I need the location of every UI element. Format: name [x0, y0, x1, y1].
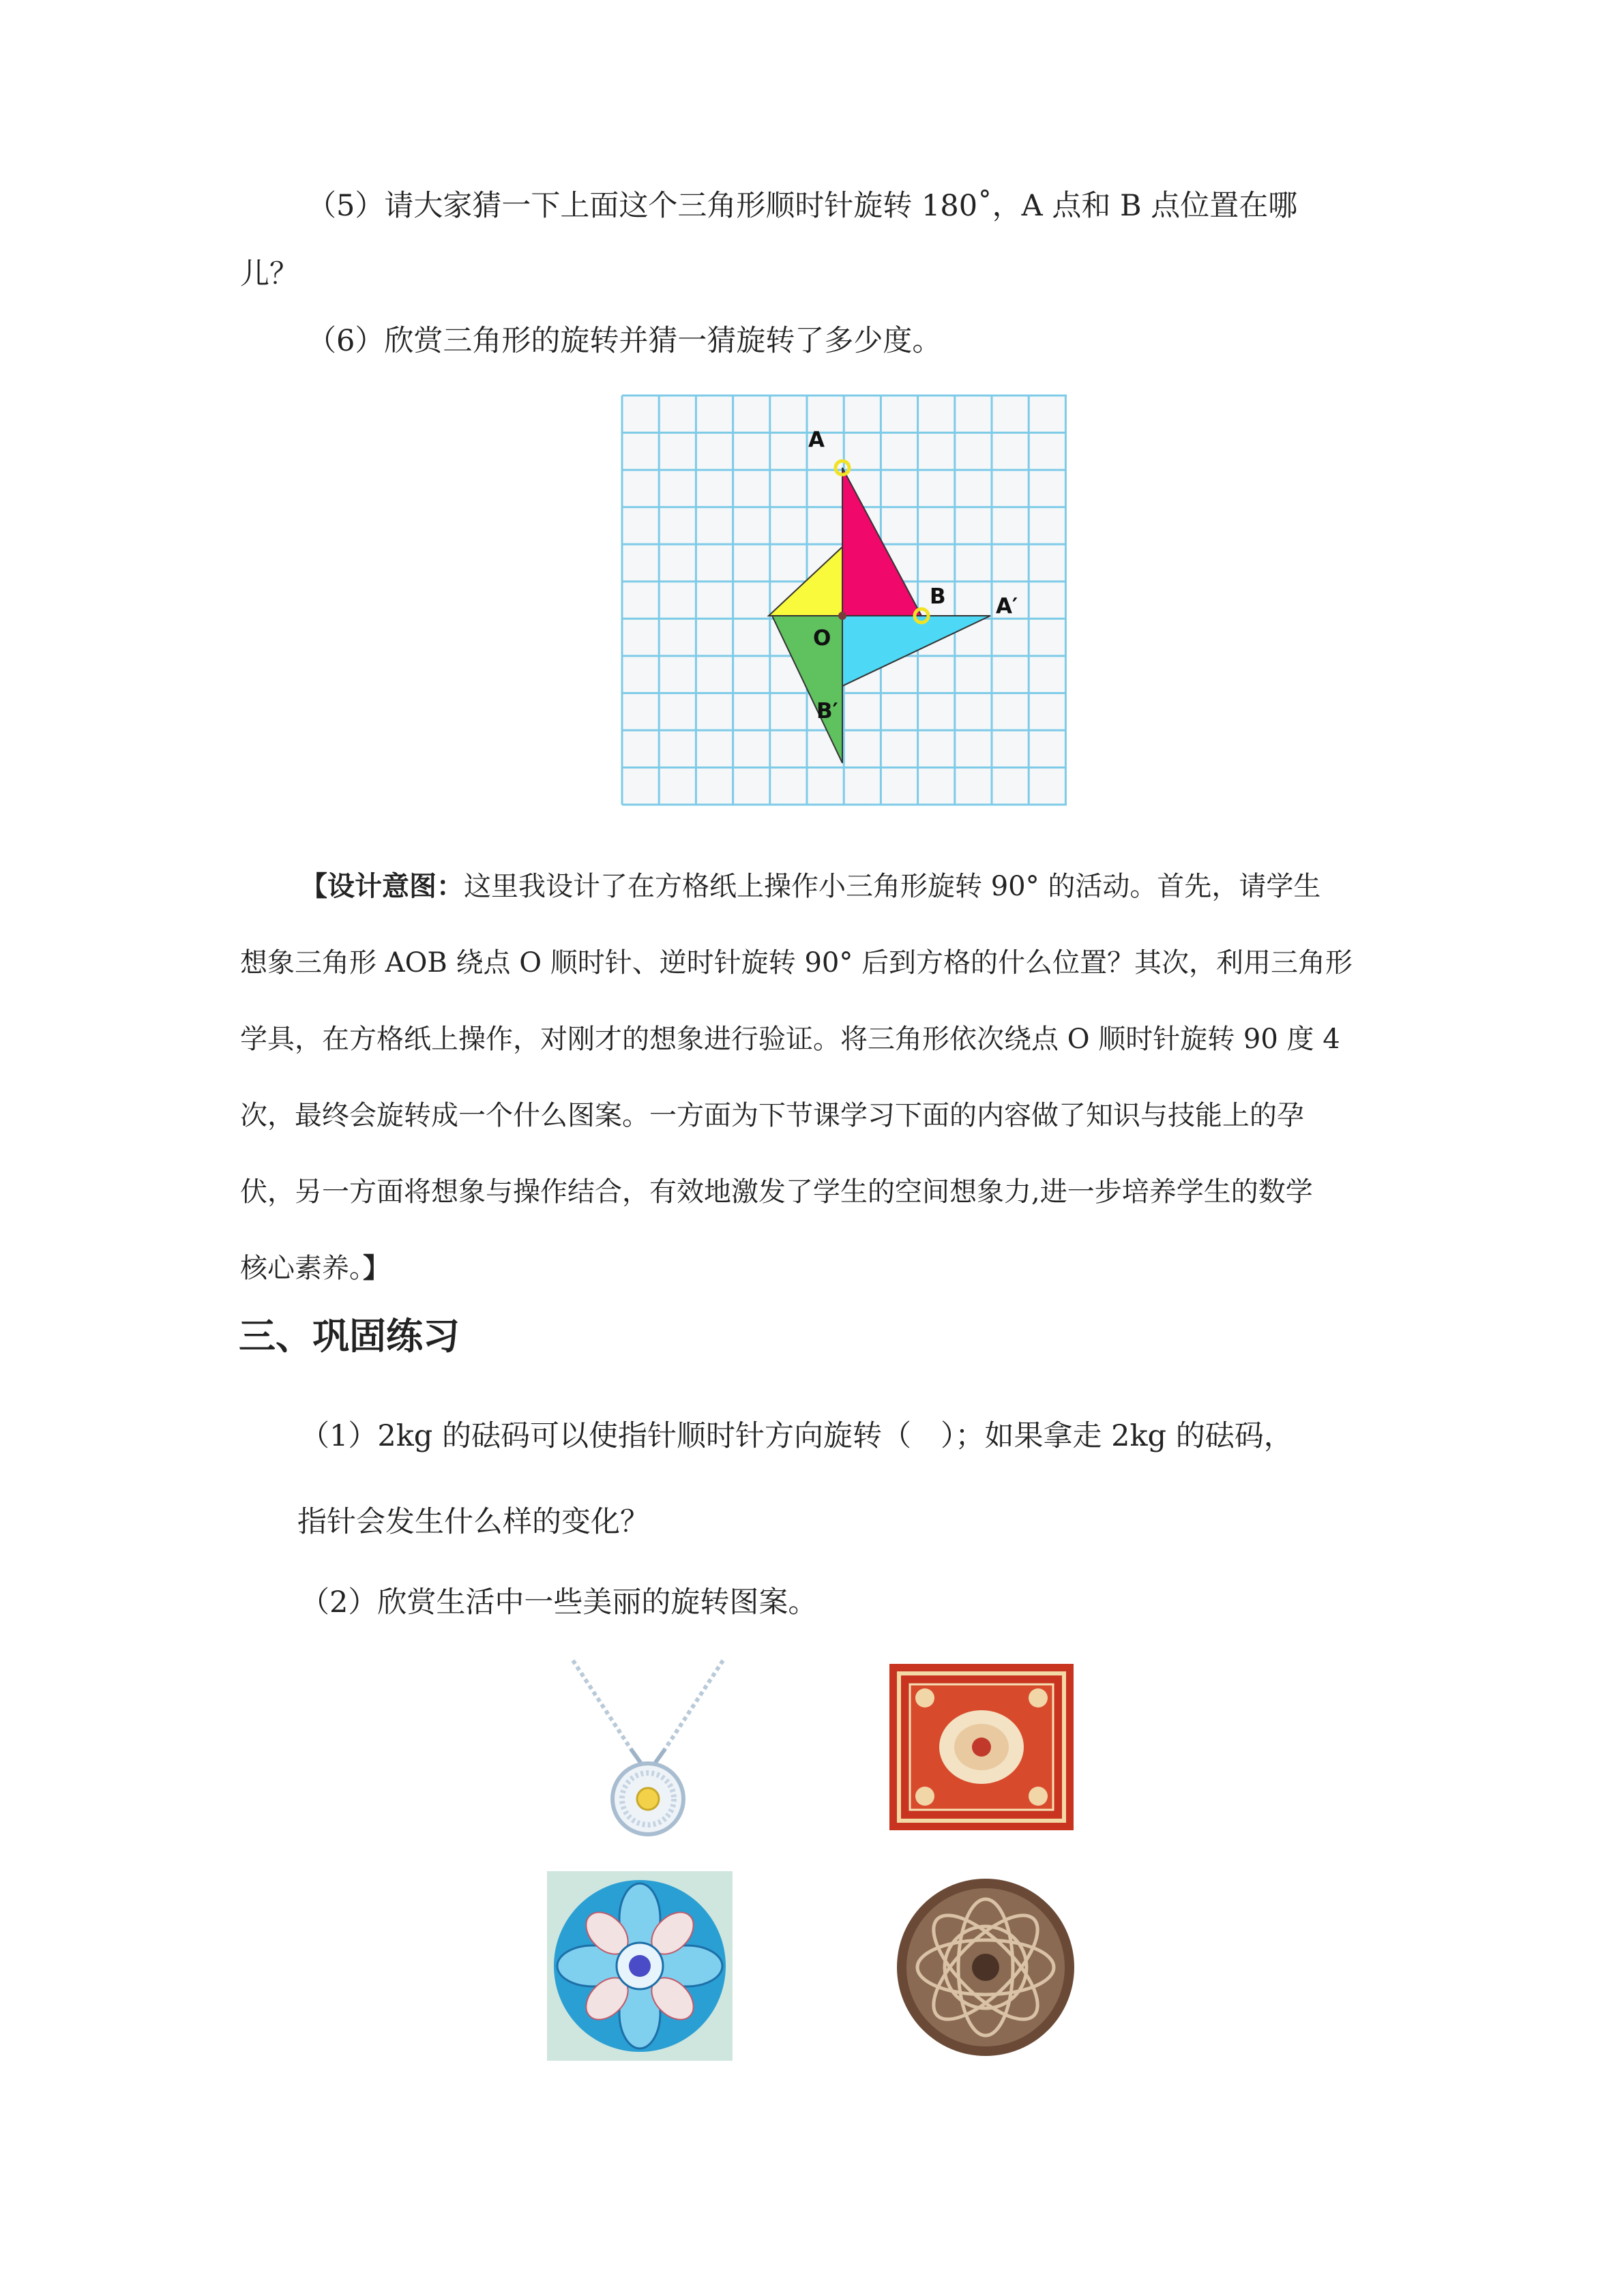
question-5-line2: 儿？ — [240, 257, 299, 291]
exercise-2: （2）欣赏生活中一些美丽的旋转图案。 — [300, 1585, 818, 1620]
design-intent-line5: 伏，另一方面将想象与操作结合，有效地激发了学生的空间想象力,进一步培养学生的数学 — [240, 1176, 1313, 1208]
label-b-prime: B′ — [816, 699, 838, 724]
exercise-1-line1: （1）2kg 的砝码可以使指针顺时针方向旋转（ ）；如果拿走 2kg 的砝码， — [300, 1419, 1293, 1453]
label-a: A — [808, 428, 825, 452]
point-o-marker — [838, 612, 846, 620]
necklace-image — [566, 1654, 730, 1845]
design-intent-line3: 学具，在方格纸上操作，对刚才的想象进行验证。将三角形依次绕点 O 顺时针旋转 90 度 4 — [240, 1024, 1340, 1055]
rotation-figure — [621, 394, 1068, 806]
design-intent-line6: 核心素养。】 — [240, 1253, 390, 1284]
section-heading: 三、巩固练习 — [239, 1315, 460, 1358]
label-a-prime: A′ — [996, 594, 1018, 618]
exercise-1-line2: 指针会发生什么样的变化？ — [297, 1505, 649, 1539]
carving-image — [894, 1875, 1078, 2059]
design-intent-line1: 【设计意图：这里我设计了在方格纸上操作小三角形旋转 90° 的活动。首先，请学生 — [300, 871, 1321, 902]
carpet-image — [889, 1664, 1074, 1830]
design-intent-line2: 想象三角形 AOB 绕点 O 顺时针、逆时针旋转 90° 后到方格的什么位置？其次，利用三角形 — [240, 947, 1353, 979]
question-5-line1: （5）请大家猜一下上面这个三角形顺时针旋转 180˚，A 点和 B 点位置在哪 — [307, 189, 1298, 223]
question-6: （6）欣赏三角形的旋转并猜一猜旋转了多少度。 — [307, 324, 942, 358]
design-intent-line4: 次，最终会旋转成一个什么图案。一方面为下节课学习下面的内容做了知识与技能上的孕 — [240, 1100, 1304, 1131]
design-intent-close: 】 — [363, 1253, 390, 1284]
label-o: O — [813, 626, 831, 651]
label-b: B — [930, 584, 946, 609]
plate-image — [547, 1871, 733, 2061]
design-intent-lead: 【设计意图： — [300, 871, 464, 902]
